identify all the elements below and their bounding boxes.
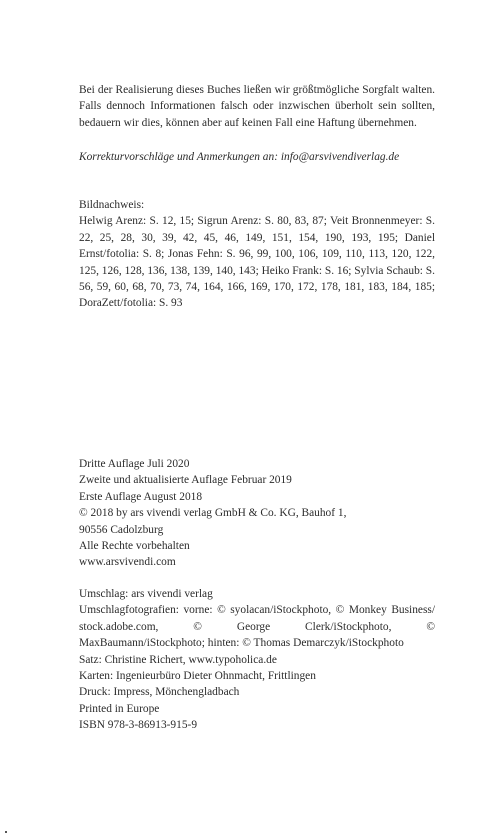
- corrections-section: [79, 149, 435, 165]
- copyright-line: © 2018 by ars vivendi verlag GmbH & Co. KG, Bauhof 1,: [79, 507, 347, 520]
- corrections-email: info@arsvivendiverlag.de: [280, 151, 400, 163]
- isbn: ISBN 978-3-86913-915-9: [79, 719, 198, 732]
- print-credit: Druck: Impress, Mönchengladbach: [79, 686, 240, 699]
- cover-credit: Umschlag: ars vivendi verlag: [79, 588, 213, 600]
- typesetting-credit: Satz: Christine Richert, www.typoholica.de: [79, 653, 277, 666]
- edition-section: [79, 456, 435, 571]
- corner-mark: [5, 831, 7, 833]
- maps-credit: Karten: Ingenieurbüro Dieter Ohnmacht, Frittlingen: [79, 670, 316, 683]
- edition-line-first: Erste Auflage August 2018: [79, 490, 203, 503]
- photo-credits-section: [79, 197, 435, 312]
- production-credits-section: [79, 586, 435, 734]
- disclaimer-text: Bei der Realisierung dieses Buches ließen wir größtmögliche Sorgfalt walten. Falls dennoch Informationen falsch oder inzwischen überholt sein sollten, bedauern wir dies, können aber auf keinen Fall eine Haftung übernehmen.: [79, 84, 435, 129]
- photo-credits-text: Helwig Arenz: S. 12, 15; Sigrun Arenz: S. 80, 83, 87; Veit Bronnenmeyer: S. 22, 25, 28, 30, 39, 42, 45, 46, 149, 151, 154, 190, 193, 195; Daniel Ernst/fotolia: S. 8; Jonas Fehn: S. 96, 99, 100, 106, 109, 110, 113, 120, 122, 125, 126, 128, 136, 138, 139, 140, 143; Heiko Frank: S. 16; Sylvia Schaub: S. 56, 59, 60, 68, 70, 73, 74, 164, 166, 169, 170, 172, 178, 181, 183, 184, 185; DoraZett/fotolia: S. 93: [79, 215, 435, 310]
- corrections-prefix: Korrekturvorschläge und Anmerkungen an:: [79, 151, 281, 163]
- disclaimer-section: [79, 82, 435, 131]
- publisher-website: www.arsvivendi.com: [79, 556, 176, 569]
- photo-credits-heading: Bildnachweis:: [79, 199, 145, 211]
- publisher-address: 90556 Cadolzburg: [79, 523, 164, 536]
- edition-line-third: Dritte Auflage Juli 2020: [79, 458, 190, 470]
- printed-in: Printed in Europe: [79, 702, 160, 715]
- edition-line-second: Zweite und aktualisierte Auflage Februar 2019: [79, 474, 292, 487]
- corrections-line: [79, 149, 435, 165]
- rights-reserved: Alle Rechte vorbehalten: [79, 540, 190, 553]
- cover-photos-credit: Umschlagfotografien: vorne: © syolacan/iStockphoto, © Monkey Business/ stock.adobe.com, © George Clerk/iStockphoto, © MaxBaumann/iStockphoto; hinten: © Thomas Demarczyk/iStockphoto: [79, 604, 435, 650]
